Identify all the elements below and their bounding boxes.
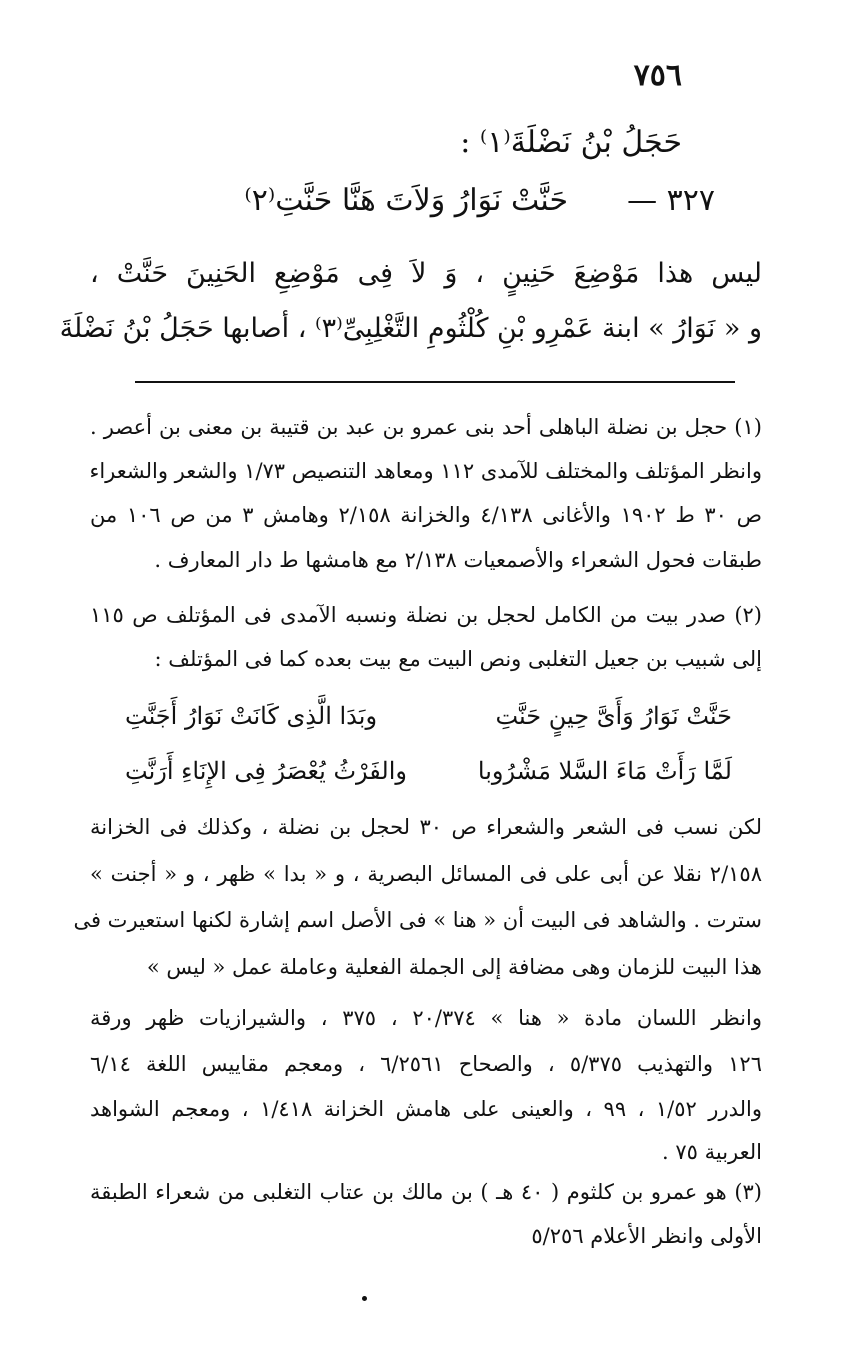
- footnote-1-line: ص ٣٠ ط ١٩٠٢ والأغانى ٤/١٣٨ والخزانة ٢/١٥٨ وهامش ٣ من ص ١٠٦ من: [90, 503, 762, 527]
- verse-text: حَنَّتْ نَوَارُ وَلاَتَ هَنَّا حَنَّتِ⁽٢⁾: [244, 183, 569, 218]
- footnote-3-line: الأولى وانظر الأعلام ٥/٢٥٦: [531, 1224, 762, 1248]
- footnote-1-line: وانظر المؤتلف والمختلف للآمدى ١١٢ ومعاهد التنصيص ١/٧٣ والشعر والشعراء: [89, 459, 762, 483]
- reference-line: ١٢٦ والتهذيب ٥/٣٧٥ ، والصحاح ٦/٢٥٦١ ، ومعجم مقاييس اللغة ٦/١٤: [90, 1052, 762, 1076]
- poem-hemistich: حَنَّتْ نَوَارُ وَأَىَّ حِينٍ حَنَّتِ: [495, 702, 732, 730]
- commentary-line: ٢/١٥٨ نقلا عن أبى على فى المسائل البصرية ، و « بدا » ظهر ، و « أجنت »: [90, 862, 762, 886]
- poet-heading: حَجَلُ بْنُ نَضْلَةَ⁽١⁾ :: [460, 125, 682, 160]
- poem-hemistich: والفَرْثُ يُعْصَرُ فِى الإِنَاءِ أَرَنَّتِ: [125, 757, 407, 785]
- footnote-1-line: (١) حجل بن نضلة الباهلى أحد بنى عمرو بن عبد بن قتيبة بن معنى بن أعصر .: [90, 415, 762, 439]
- body-line: ليس هذا مَوْضِعَ حَنِينٍ ، وَ لاَ فِى مَوْضِعِ الحَنِينَ حَنَّتْ ،: [90, 258, 762, 289]
- poem-hemistich: لَمَّا رَأَتْ مَاءَ السَّلا مَشْرُوبا: [477, 757, 732, 785]
- verse-header: [244, 183, 715, 218]
- commentary-line: لكن نسب فى الشعر والشعراء ص ٣٠ لحجل بن نضلة ، وكذلك فى الخزانة: [90, 815, 762, 839]
- poem-hemistich: وبَدَا الَّذِى كَانَتْ نَوَارُ أَجَنَّتِ: [125, 702, 378, 730]
- footnote-1-line: طبقات فحول الشعراء والأصمعيات ٢/١٣٨ مع هامشها ط دار المعارف .: [154, 548, 762, 572]
- verse-number: ٣٢٧ —: [627, 183, 715, 218]
- footnote-divider: [135, 381, 735, 383]
- footnote-3-line: (٣) هو عمرو بن كلثوم ( ٤٠ هـ ) بن مالك بن عتاب التغلبى من شعراء الطبقة: [90, 1180, 762, 1204]
- commentary-line: سترت . والشاهد فى البيت أن « هنا » فى الأصل اسم إشارة لكنها استعيرت فى: [73, 908, 762, 932]
- reference-line: والدرر ١/٥٢ ، ٩٩ ، والعينى على هامش الخزانة ١/٤١٨ ، ومعجم الشواهد: [90, 1097, 762, 1121]
- reference-line: العربية ٧٥ .: [662, 1140, 762, 1164]
- page-dot: [362, 1296, 367, 1301]
- footnote-2-line: إلى شبيب بن جعيل التغلبى ونص البيت مع بيت بعده كما فى المؤتلف :: [154, 647, 762, 671]
- footnote-2-line: (٢) صدر بيت من الكامل لحجل بن نضلة ونسبه الآمدى فى المؤتلف ص ١١٥: [90, 603, 762, 627]
- body-line: و « نَوَارُ » ابنة عَمْرِو بْنِ كُلْثُومِ التَّغْلِبِىِّ⁽٣⁾ ، أصابها حَجَلُ بْنُ نَضْلَةَ: [59, 313, 762, 344]
- reference-line: وانظر اللسان مادة « هنا » ٢٠/٣٧٤ ، ٣٧٥ ، والشيرازيات ظهر ورقة: [90, 1006, 762, 1030]
- commentary-line: هذا البيت للزمان وهى مضافة إلى الجملة الفعلية وعاملة عمل « ليس »: [146, 955, 762, 979]
- page-number: ٧٥٦: [633, 58, 682, 93]
